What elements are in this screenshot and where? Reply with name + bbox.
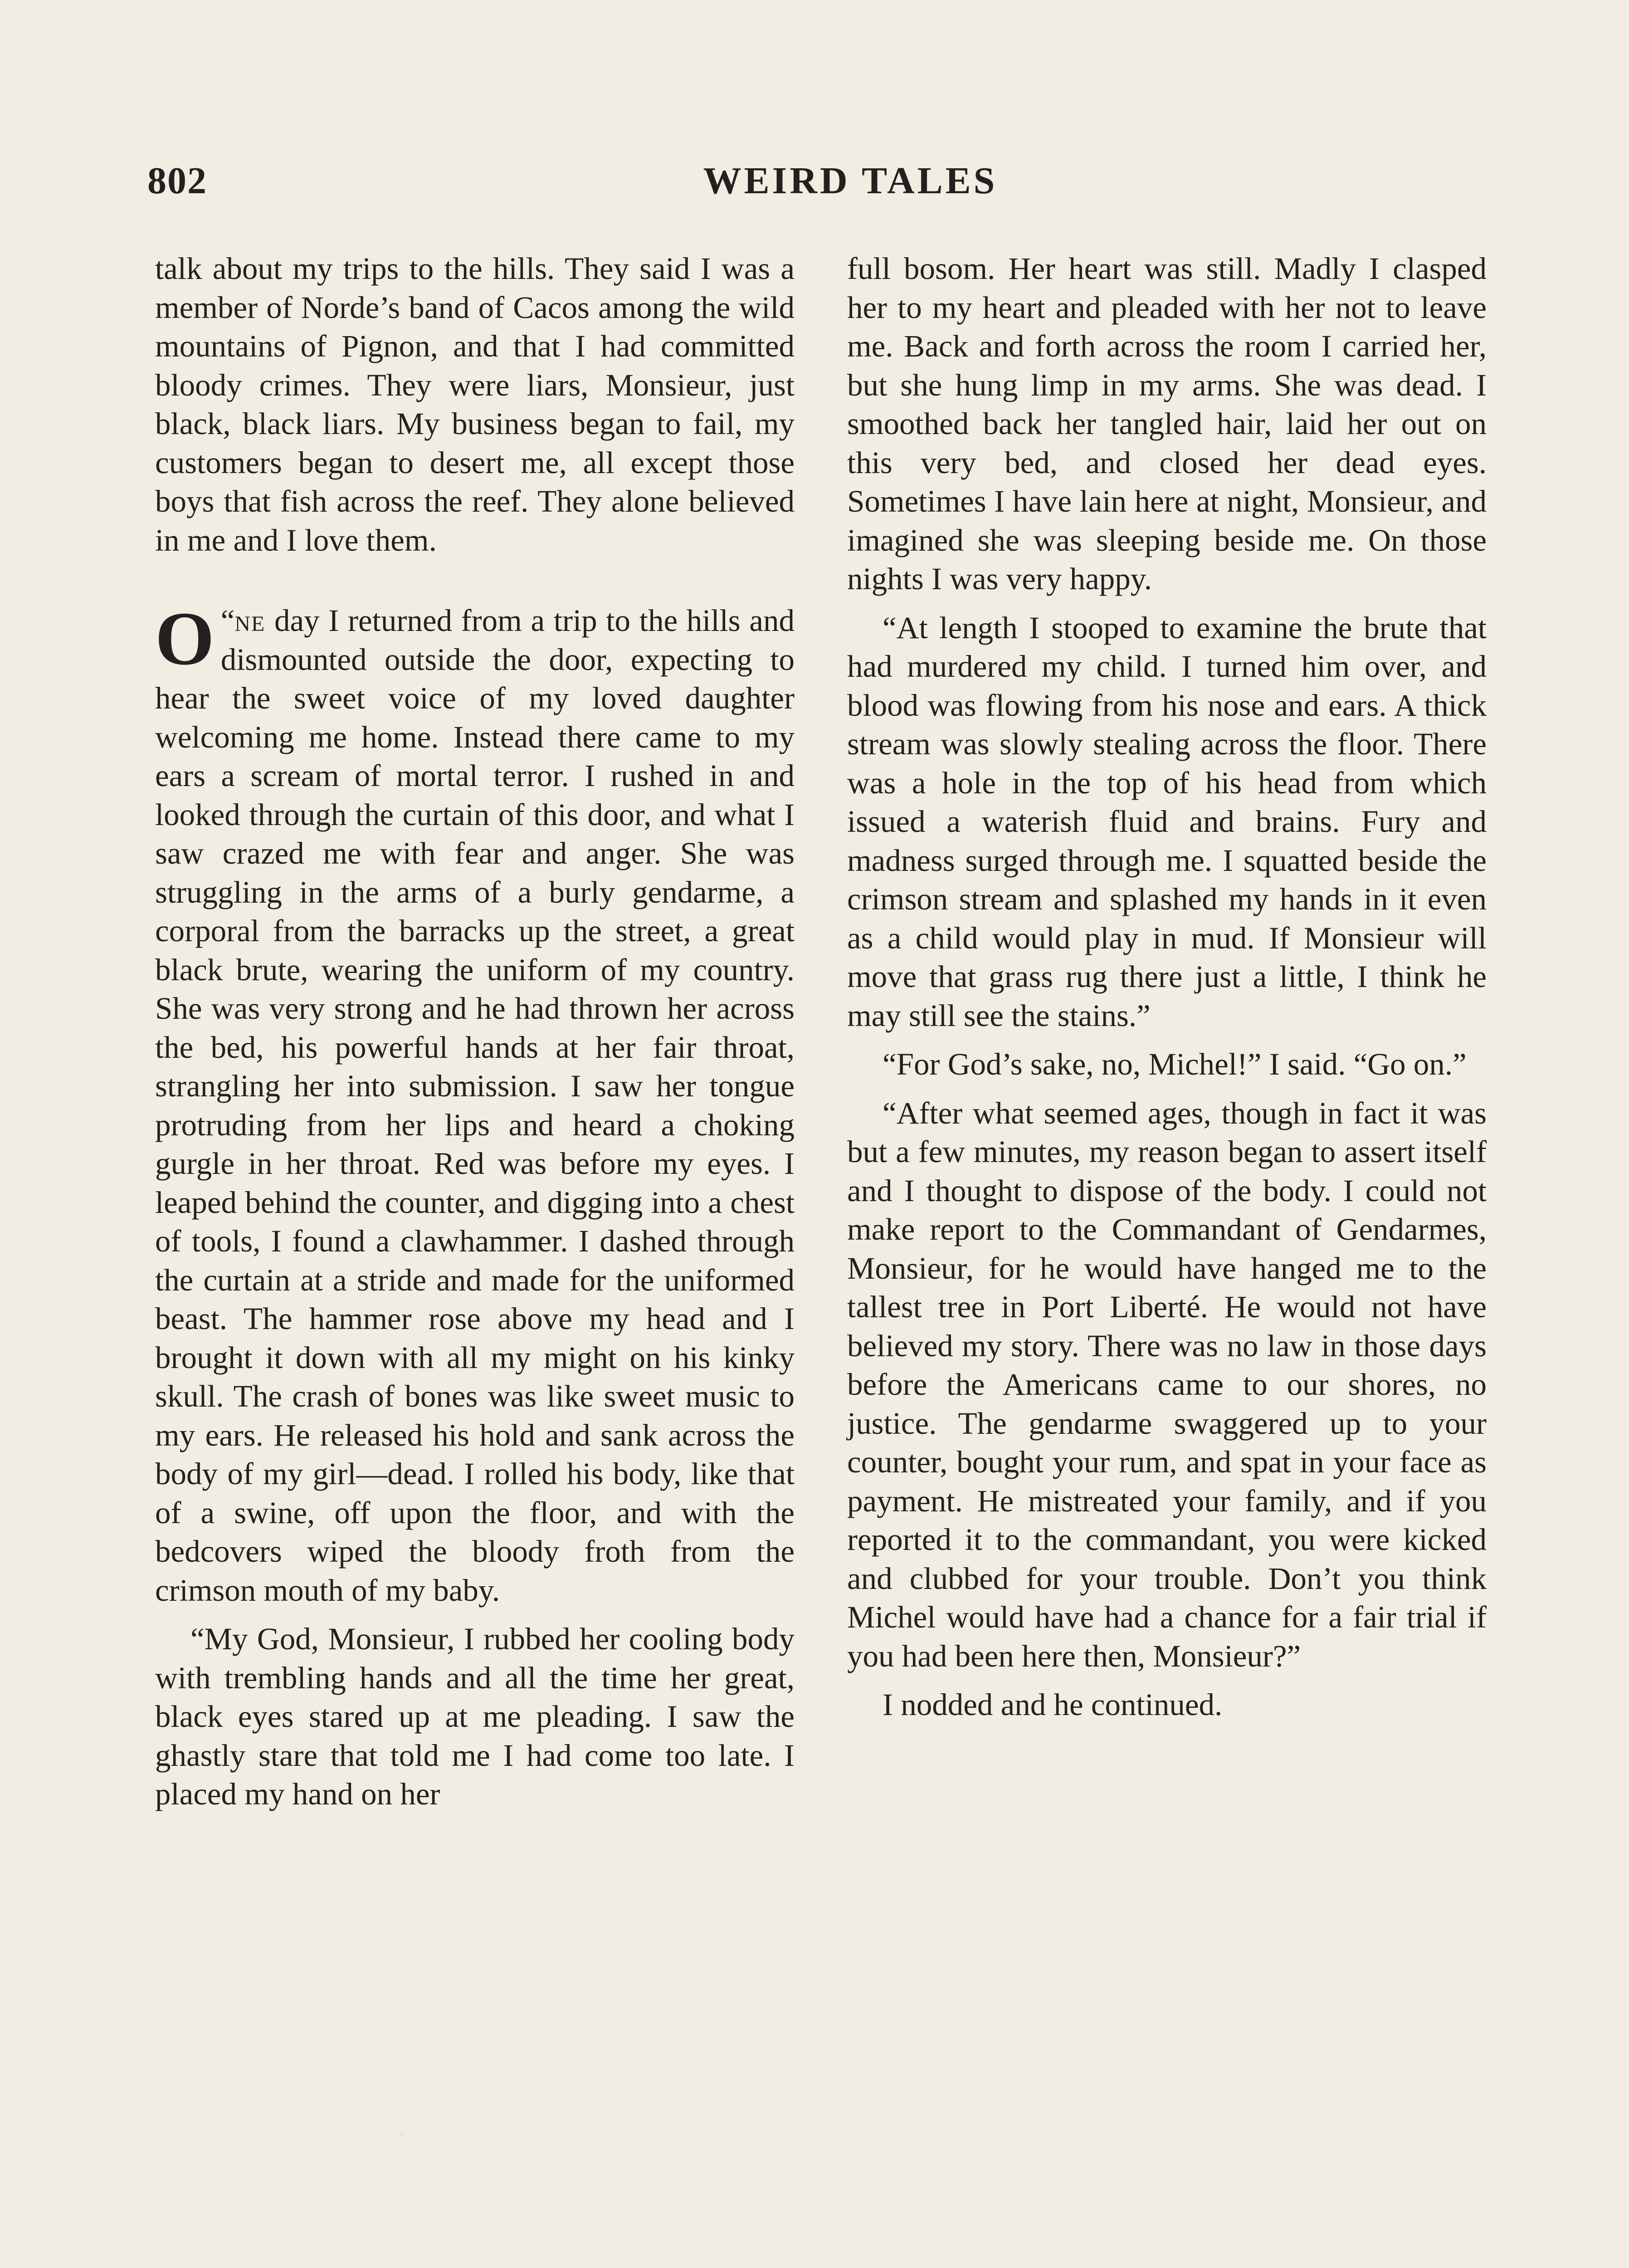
paragraph: talk about my trips to the hills. They said I was a member of Norde’s band of Cacos among the wild mountains of Pignon, and that I had committed bloody crimes. They were liars, Monsieur, just black, black liars. My business began to fail, my customers began to desert me, all except those boys that fish across the reef. They alone believed in me and I love them. xyxy=(155,251,795,557)
open-quote: “ xyxy=(220,603,235,638)
paragraph: “At length I stooped to examine the brute that had murdered my child. I turned him over, and blood was flowing from his nose and ears. A thick stream was slowly stealing across the floor. There was a hole in the top of his head from which issued a waterish fluid and brains. Fury and madness surged through me. I squatted beside the crimson stream and splashed my hands in it even as a child would play in mud. If Monsieur will move that grass rug there just a little, I think he may still see the stains.” xyxy=(847,610,1487,1033)
text-column-right xyxy=(847,249,1487,1725)
page-number: 802 xyxy=(147,160,207,202)
small-caps-lead: ne xyxy=(234,603,266,638)
paragraph-drop-cap xyxy=(155,596,795,1610)
paragraph: “My God, Monsieur, I rubbed her cooling body with trembling hands and all the time her great, black eyes stared up at me pleading. I saw the ghastly stare that told me I had come too late. I placed my hand on her xyxy=(155,1622,795,1811)
paragraph: “For God’s sake, no, Michel!” I said. “Go on.” xyxy=(883,1047,1467,1081)
running-title: WEIRD TALES xyxy=(703,160,998,202)
paragraph: “After what seemed ages, though in fact it was but a few minutes, my reason began to assert itself and I thought to dispose of the body. I could not make report to the Commandant of Gendarmes, Monsieur, for he would have hanged me to the tallest tree in Port Liberté. He would not have believed my story. There was no law in those days before the Americans came to our shores, no justice. The gendarme swaggered up to your counter, bought your rum, and spat in your face as payment. He mistreated your family, and if you reported it to the commandant, you were kicked and clubbed for your trouble. Don’t you think Michel would have had a chance for a fair trial if you had been here then, Monsieur?” xyxy=(847,1095,1487,1673)
paragraph-text: day I returned from a trip to the hills and dismounted outside the door, expecting to hear the sweet voice of my loved daughter welcoming me home. Instead there came to my ears a scream of mortal terror. I rushed in and looked through the curtain of this door, and what I saw crazed me with fear and anger. She was struggling in the arms of a burly gendarme, a corporal from the barracks up the street, a great black brute, wearing the uniform of my country. She was very strong and he had thrown her across the bed, his powerful hands at her fair throat, strangling her into submission. I saw her tongue protruding from her lips and heard a choking gurgle in her throat. Red was before my eyes. I leaped behind the counter, and digging into a chest of tools, I found a clawhammer. I dashed through the curtain at a stride and made for the uniformed beast. The hammer rose above my head and I brought it down with all my might on his kinky skull. The crash of bones was like sweet music to my ears. He released his hold and sank across the body of my girl—dead. I rolled his body, like that of a swine, off upon the floor, and with the bedcovers wiped the bloody froth from the crimson mouth of my baby. xyxy=(155,603,795,1608)
drop-cap-letter: O xyxy=(155,596,215,681)
page-header xyxy=(147,159,1508,213)
paragraph: I nodded and he continued. xyxy=(883,1687,1223,1722)
text-column-left xyxy=(155,249,795,1814)
paragraph: full bosom. Her heart was still. Madly I clasped her to my heart and pleaded with her not to leave me. Back and forth across the room I carried her, but she hung limp in my arms. She was dead. I smoothed back her tangled hair, laid her out on this very bed, and closed her dead eyes. Sometimes I have lain here at night, Monsieur, and imagined she was sleeping beside me. On those nights I was very happy. xyxy=(847,251,1487,596)
paper-blemish xyxy=(399,2132,404,2136)
